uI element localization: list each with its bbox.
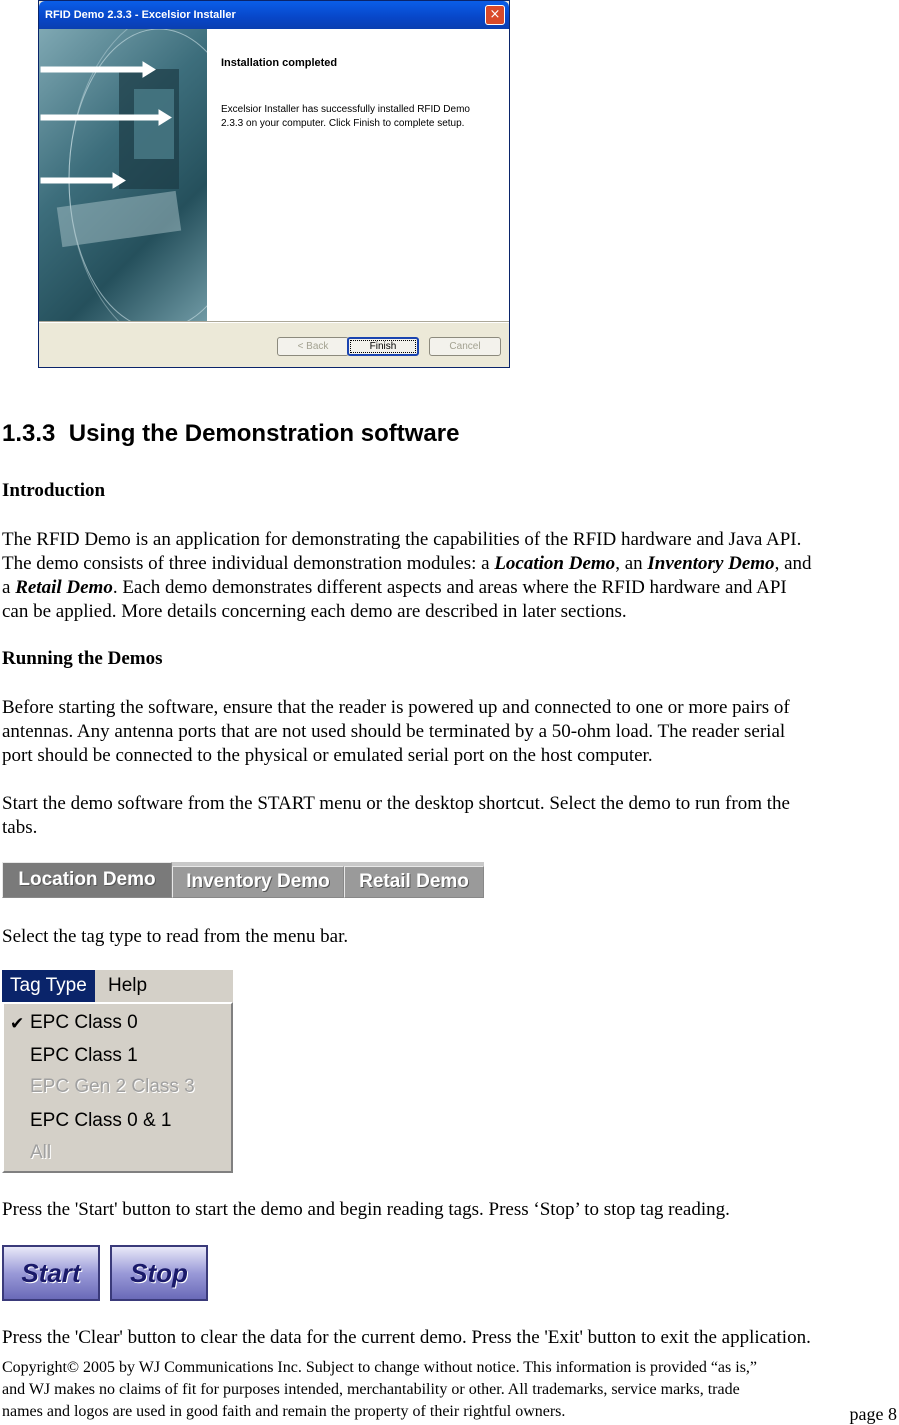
section-heading — [2, 420, 459, 448]
intro-line-2: The demo consists of three individual demonstration modules: a Location Demo, an Inventory Demo, and — [2, 553, 812, 574]
running-paragraph-2: Start the demo software from the START menu or the desktop shortcut. Select the demo to run from the tabs. — [2, 793, 790, 838]
finish-button[interactable]: Finish — [347, 337, 419, 356]
cancel-button[interactable]: Cancel — [429, 337, 501, 356]
demo-tabs — [2, 862, 484, 898]
installer-title-bar — [39, 1, 509, 29]
intro-line-1: The RFID Demo is an application for demonstrating the capabilities of the RFID hardware and Java API. — [2, 529, 802, 550]
copyright-footer: Copyright© 2005 by WJ Communications Inc. Subject to change without notice. This information is provided “as is,” and WJ makes no claims of fit for purposes intended, merchantability or other. All trademarks, service marks, trade names and logos are used in good faith and remain the property of their rightful owners. — [2, 1359, 758, 1420]
section-number: 1.3.3 — [2, 420, 56, 447]
installer-title: RFID Demo 2.3.3 - Excelsior Installer — [45, 9, 236, 21]
clear-instruction: Press the 'Clear' button to clear the data for the current demo. Press the 'Exit' button to exit the application. — [2, 1327, 811, 1348]
check-icon: ✔ — [10, 1014, 25, 1033]
page-number: page 8 — [849, 1404, 897, 1424]
menu-help[interactable]: Help — [108, 975, 148, 996]
tag-instruction: Select the tag type to read from the menu bar. — [2, 926, 349, 947]
start-instruction: Press the 'Start' button to start the demo and begin reading tags. Press ‘Stop’ to stop tag reading. — [2, 1199, 730, 1220]
menu-item-epc-class-0-and-1[interactable]: EPC Class 0 & 1 — [30, 1110, 172, 1131]
section-title: Using the Demonstration software — [68, 420, 460, 447]
installer-message: Excelsior Installer has successfully installed RFID Demo 2.3.3 on your computer. Click Finish to complete setup. — [221, 104, 470, 129]
stop-button[interactable]: Stop — [110, 1245, 208, 1301]
back-button[interactable]: < Back — [277, 337, 349, 356]
intro-line-4: can be applied. More details concerning each demo are described in later sections. — [2, 601, 627, 622]
tab-inventory-demo[interactable]: Inventory Demo — [172, 866, 344, 898]
installer-heading: Installation completed — [221, 57, 338, 69]
retail-demo-term: Retail Demo — [15, 577, 113, 598]
location-demo-term: Location Demo — [494, 553, 616, 574]
inventory-demo-term: Inventory Demo — [647, 553, 775, 574]
introduction-heading: Introduction — [2, 480, 106, 501]
menu-tag-type[interactable]: Tag Type — [2, 970, 95, 1002]
menu-bar — [2, 970, 233, 1002]
installer-window — [38, 0, 510, 368]
introduction-paragraph — [2, 528, 899, 624]
running-heading: Running the Demos — [2, 648, 163, 669]
tab-location-demo[interactable]: Location Demo — [2, 862, 172, 898]
menu-item-epc-class-1[interactable]: EPC Class 1 — [30, 1045, 138, 1066]
menu-item-epc-class-0[interactable]: EPC Class 0 — [30, 1012, 138, 1033]
tab-retail-demo[interactable]: Retail Demo — [344, 866, 484, 898]
menu-item-epc-gen2-class3[interactable]: EPC Gen 2 Class 3 — [30, 1076, 195, 1097]
close-icon[interactable]: × — [485, 5, 505, 25]
running-paragraph-1: Before starting the software, ensure that the reader is powered up and connected to one or more pairs of antennas. Any antenna ports that are not used should be terminated by a 50-ohm load. The reader serial port should be connected to the physical or emulated serial port on the host computer. — [2, 697, 790, 766]
installer-side-image — [39, 29, 207, 321]
tag-type-menu — [2, 970, 233, 1173]
side-graphic — [39, 29, 207, 321]
start-button[interactable]: Start — [2, 1245, 100, 1301]
intro-line-3: a Retail Demo. Each demo demonstrates different aspects and areas where the RFID hardware and API — [2, 577, 787, 598]
menu-item-all[interactable]: All — [30, 1142, 52, 1163]
installer-divider — [39, 321, 509, 323]
